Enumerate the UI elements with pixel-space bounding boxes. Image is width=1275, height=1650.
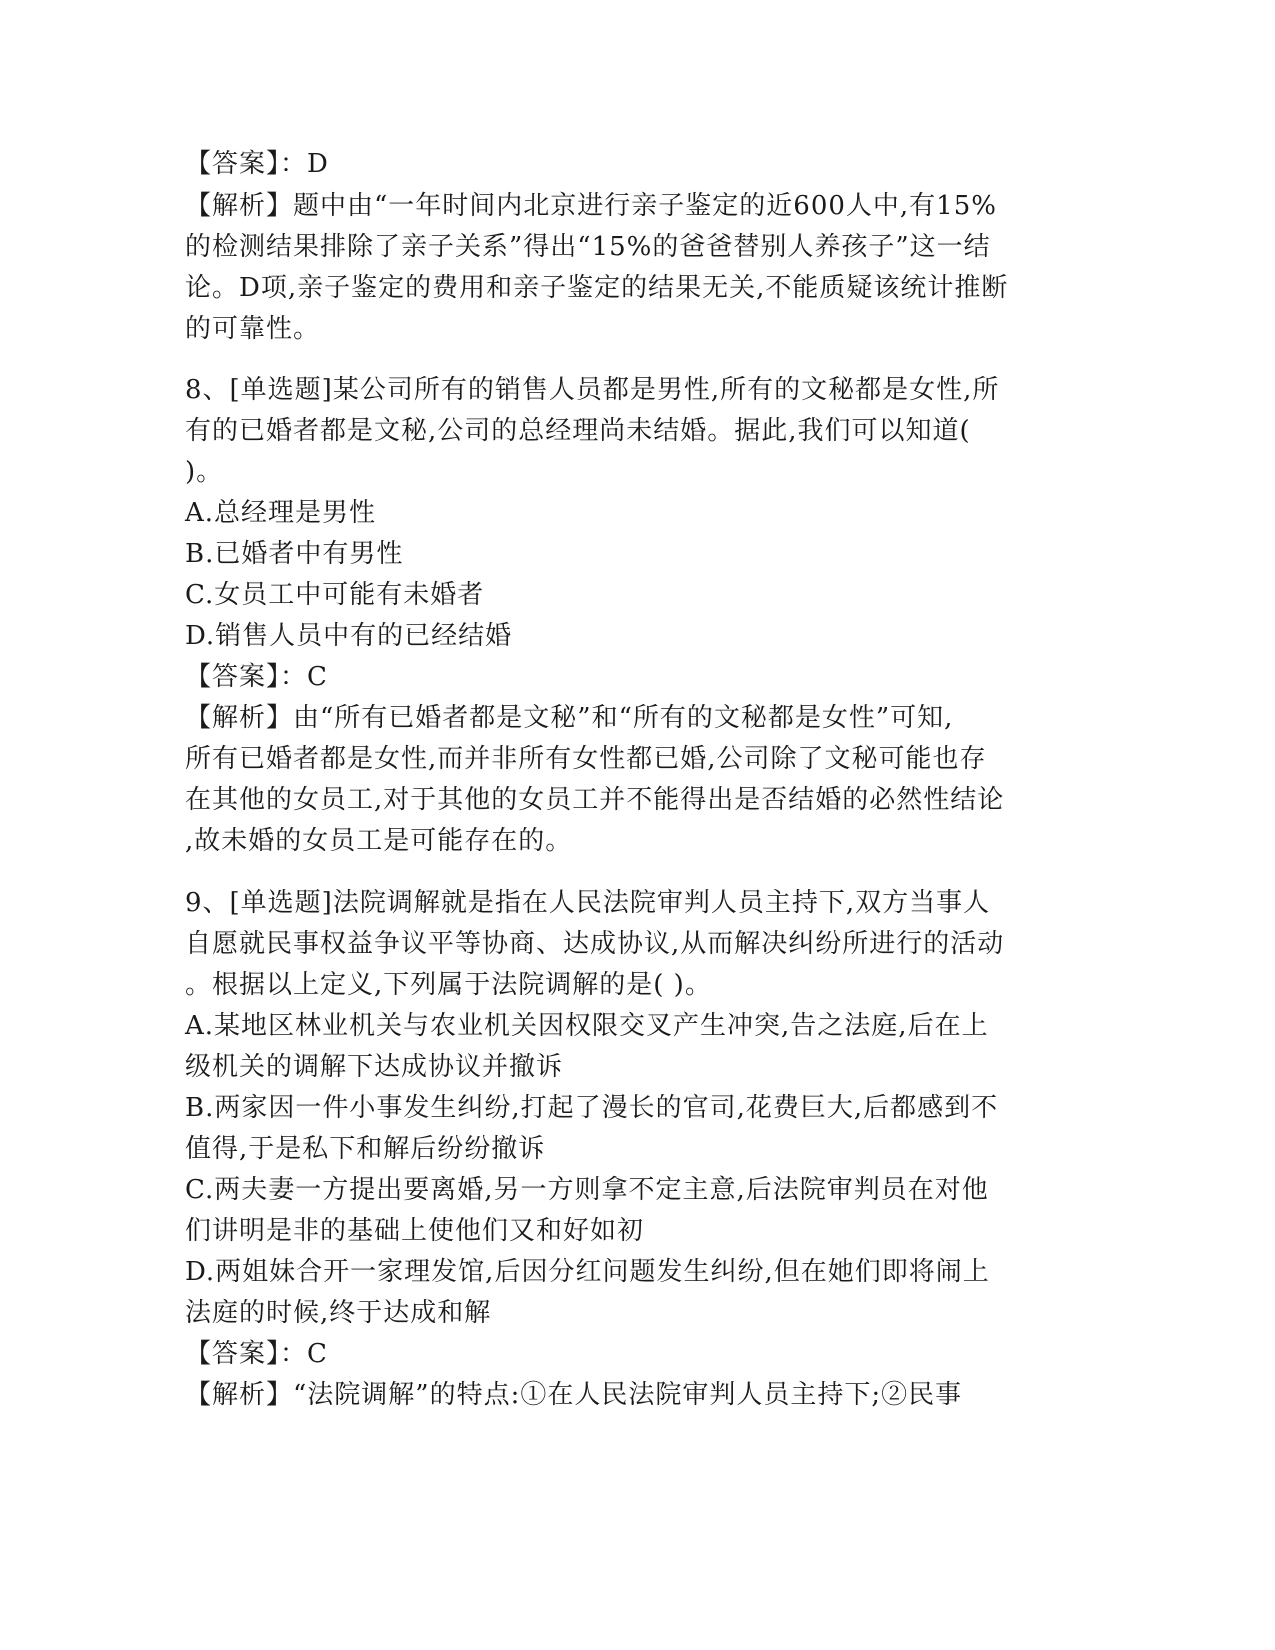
q8-analysis-line: 所有已婚者都是女性,而并非所有女性都已婚,公司除了文秘可能也存 — [185, 744, 987, 774]
q9-stem-line: 。根据以上定义,下列属于法院调解的是( )。 — [185, 970, 712, 1000]
q7-analysis-line: 的可靠性。 — [185, 314, 321, 344]
q9-option-b-cont: 值得,于是私下和解后纷纷撤诉 — [185, 1134, 546, 1164]
q9-option-d-cont: 法庭的时候,终于达成和解 — [185, 1298, 492, 1328]
q7-analysis-line: 【解析】题中由“一年时间内北京进行亲子鉴定的近600人中,有15% — [185, 191, 997, 221]
q8-analysis-line: ,故未婚的女员工是可能存在的。 — [185, 826, 573, 856]
q9-option-c-cont: 们讲明是非的基础上使他们又和好如初 — [185, 1216, 645, 1246]
q9-answer: 【答案】：C — [185, 1339, 328, 1369]
q8-stem-line: )。 — [185, 457, 224, 487]
q9-stem-line: 9、[单选题]法院调解就是指在人民法院审判人员主持下,双方当事人 — [185, 888, 991, 918]
q8-analysis-line: 在其他的女员工,对于其他的女员工并不能得出是否结婚的必然性结论 — [185, 785, 1005, 815]
q9-option-a: A.某地区林业机关与农业机关因权限交叉产生冲突,告之法庭,后在上 — [185, 1011, 989, 1041]
q8-stem-line: 有的已婚者都是文秘,公司的总经理尚未结婚。据此,我们可以知道( — [185, 416, 971, 446]
q8-option-a: A.总经理是男性 — [185, 498, 377, 528]
q8-analysis-line: 【解析】由“所有已婚者都是文秘”和“所有的文秘都是女性”可知, — [185, 703, 954, 733]
q9-option-a-cont: 级机关的调解下达成协议并撤诉 — [185, 1052, 564, 1082]
q9-stem-line: 自愿就民事权益争议平等协商、达成协议,从而解决纠纷所进行的活动 — [185, 929, 1005, 959]
q7-answer: 【答案】：D — [185, 149, 329, 179]
q8-stem-line: 8、[单选题]某公司所有的销售人员都是男性,所有的文秘都是女性,所 — [185, 375, 1000, 405]
q9-option-d: D.两姐妹合开一家理发馆,后因分红问题发生纠纷,但在她们即将闹上 — [185, 1257, 990, 1287]
q8-option-d: D.销售人员中有的已经结婚 — [185, 621, 513, 651]
q9-option-b: B.两家因一件小事发生纠纷,打起了漫长的官司,花费巨大,后都感到不 — [185, 1093, 999, 1123]
q7-analysis-line: 的检测结果排除了亲子关系”得出“15%的爸爸替别人养孩子”这一结 — [185, 232, 991, 262]
q8-option-b: B.已婚者中有男性 — [185, 539, 404, 569]
q8-option-c: C.女员工中可能有未婚者 — [185, 580, 485, 610]
q8-answer: 【答案】：C — [185, 662, 328, 692]
q7-analysis-line: 论。D项,亲子鉴定的费用和亲子鉴定的结果无关,不能质疑该统计推断 — [185, 273, 1009, 303]
q9-analysis-line: 【解析】“法院调解”的特点:①在人民法院审判人员主持下;②民事 — [185, 1380, 963, 1410]
q9-option-c: C.两夫妻一方提出要离婚,另一方则拿不定主意,后法院审判员在对他 — [185, 1175, 989, 1205]
